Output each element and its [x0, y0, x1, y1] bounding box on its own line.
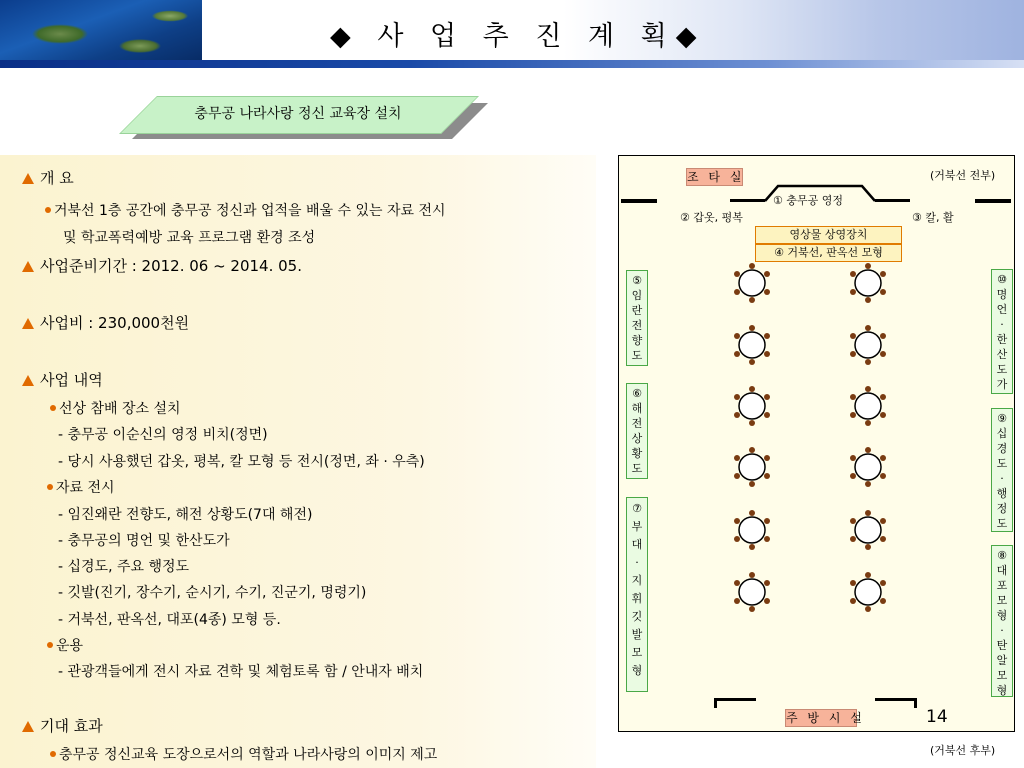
round-table: [850, 263, 886, 303]
chair: [880, 518, 886, 524]
chair: [749, 263, 755, 269]
round-table: [734, 325, 770, 365]
chair: [850, 289, 856, 295]
round-table: [734, 447, 770, 487]
kitchen-label: 주 방 시 설: [786, 711, 865, 725]
left_panels-char: 임: [631, 289, 643, 302]
budget: 사업비 : 230,000천원: [40, 314, 190, 332]
left_panels-char: 향: [631, 334, 643, 347]
left_panels-char: ⑤: [632, 274, 642, 287]
right_panels-char: ⑧: [997, 549, 1007, 562]
chair: [749, 544, 755, 550]
right_panels-char: ·: [1000, 472, 1004, 485]
table-top: [855, 393, 881, 419]
left_panels-char: 부: [631, 520, 643, 533]
left_panels-char: 깃: [631, 610, 643, 623]
left_panels-char: 발: [631, 628, 643, 641]
left_panels-char: ·: [635, 556, 639, 569]
right_panels-char: ⑨: [997, 412, 1007, 425]
left_panels-char: 형: [631, 664, 643, 677]
right_panels-char: 알: [996, 654, 1008, 667]
chair: [880, 412, 886, 418]
right_panels-char: 명: [996, 288, 1008, 301]
round-table: [850, 510, 886, 550]
chair: [734, 333, 740, 339]
chair: [880, 289, 886, 295]
left_panels-char: 도: [631, 349, 643, 362]
left_panels-char: 란: [631, 304, 643, 317]
chair: [749, 297, 755, 303]
details-list-item: - 깃발(진기, 장수기, 순시기, 수기, 진군기, 명령기): [58, 585, 367, 601]
flag-model-panel: [626, 497, 648, 692]
chair: [850, 333, 856, 339]
quotes-panel: [991, 269, 1013, 394]
table-top: [739, 270, 765, 296]
ten-scenes-panel: [991, 408, 1013, 532]
details-list-item: - 충무공의 명언 및 한산도가: [58, 533, 230, 549]
left_panels-char: 상: [631, 432, 643, 445]
right_panels-char: 경: [996, 442, 1008, 455]
effect-item-text: 충무공 정신교육 도장으로서의 역할과 나라사랑의 이미지 제고: [59, 747, 438, 763]
banner-title: 충무공 나라사랑 정신 교육장 설치: [194, 106, 402, 122]
chair: [749, 420, 755, 426]
chair: [850, 394, 856, 400]
right_panels-char: ·: [1000, 318, 1004, 331]
right_panels-char: 모: [996, 669, 1008, 682]
chair: [880, 536, 886, 542]
chair: [880, 351, 886, 357]
chair: [764, 271, 770, 277]
right_panels-char: 가: [996, 378, 1008, 391]
chair: [880, 333, 886, 339]
right_panels-char: 도: [996, 517, 1008, 530]
left_panels-char: 모: [631, 646, 643, 659]
chair: [865, 447, 871, 453]
right_panels-char: 십: [996, 427, 1008, 440]
chair: [865, 297, 871, 303]
chair: [749, 325, 755, 331]
chair: [850, 351, 856, 357]
chair: [734, 394, 740, 400]
chair: [850, 536, 856, 542]
chair: [764, 455, 770, 461]
chair: [850, 455, 856, 461]
page-number: 14: [926, 707, 948, 727]
chair: [764, 351, 770, 357]
chair: [764, 598, 770, 604]
left_panels-char: 도: [631, 462, 643, 475]
details-list-item: - 십경도, 주요 행정도: [58, 559, 190, 575]
chair: [749, 606, 755, 612]
chair: [850, 580, 856, 586]
right_panels-char: 포: [996, 579, 1008, 592]
chair: [865, 420, 871, 426]
details-list-item: - 충무공 이순신의 영정 비치(정면): [58, 427, 268, 443]
chair: [880, 598, 886, 604]
details-sub-heading-text: 자료 전시: [56, 480, 115, 496]
chair: [764, 412, 770, 418]
chair: [749, 386, 755, 392]
right_panels-char: 모: [996, 594, 1008, 607]
round-table: [734, 263, 770, 303]
round-table: [850, 447, 886, 487]
chair: [865, 544, 871, 550]
armor-label: ② 갑옷, 평복: [680, 211, 743, 224]
table-top: [739, 393, 765, 419]
chair: [850, 412, 856, 418]
video-device-label: 영상물 상영장치: [755, 226, 902, 244]
round-table: [850, 325, 886, 365]
table-top: [855, 579, 881, 605]
chair: [734, 518, 740, 524]
chair: [734, 536, 740, 542]
right_panels-char: 형: [996, 609, 1008, 622]
right_panels-char: ·: [1000, 624, 1004, 637]
chair: [749, 481, 755, 487]
front-label: (거북선 전부): [930, 169, 996, 182]
right_panels-char: ⑩: [997, 273, 1007, 286]
table-top: [739, 454, 765, 480]
chair: [749, 572, 755, 578]
left_panels-char: ⑦: [632, 502, 642, 515]
right_panels-char: 정: [996, 502, 1008, 515]
round-table: [734, 386, 770, 426]
round-table: [734, 572, 770, 612]
chair: [749, 447, 755, 453]
left_panels-char: 전: [631, 319, 643, 332]
right_panels-char: 탄: [996, 639, 1008, 652]
portrait-label: ① 충무공 영정: [773, 194, 843, 207]
chair: [850, 271, 856, 277]
left_panels-char: 전: [631, 417, 643, 430]
ship-model-label: ④ 거북선, 판옥선 모형: [755, 244, 902, 262]
chair: [865, 359, 871, 365]
table-top: [855, 270, 881, 296]
left_panels-char: 휘: [631, 592, 643, 605]
overview-heading: 개 요: [40, 169, 74, 187]
cannon-model-panel: [991, 545, 1013, 697]
right_panels-char: 대: [996, 564, 1008, 577]
chair: [764, 473, 770, 479]
battle-map-panel: [626, 270, 648, 366]
chair: [865, 386, 871, 392]
chair: [734, 473, 740, 479]
chair: [749, 359, 755, 365]
chair: [880, 271, 886, 277]
left_panels-char: 지: [631, 574, 643, 587]
chair: [734, 351, 740, 357]
chair: [734, 289, 740, 295]
chair: [850, 518, 856, 524]
chair: [865, 263, 871, 269]
round-table: [734, 510, 770, 550]
chair: [764, 333, 770, 339]
chair: [850, 473, 856, 479]
chair: [880, 473, 886, 479]
details-list-item: - 관광객들에게 전시 자료 견학 및 체험토록 함 / 안내자 배치: [58, 664, 424, 680]
chair: [734, 412, 740, 418]
chair: [764, 580, 770, 586]
prep-period: 사업준비기간 : 2012. 06 ~ 2014. 05.: [40, 257, 302, 275]
chair: [734, 580, 740, 586]
chair: [850, 598, 856, 604]
chair: [764, 289, 770, 295]
right_panels-char: 행: [996, 487, 1008, 500]
details-heading: 사업 내역: [40, 371, 103, 389]
table-top: [739, 579, 765, 605]
table-top: [739, 517, 765, 543]
details-list-item: - 당시 사용했던 갑옷, 평복, 칼 모형 등 전시(정면, 좌 · 우측): [58, 454, 425, 470]
table-top: [855, 332, 881, 358]
left_panels-char: 대: [631, 538, 643, 551]
chair: [865, 572, 871, 578]
right_panels-char: 언: [996, 303, 1008, 316]
chair: [734, 455, 740, 461]
chair: [880, 455, 886, 461]
details-sub-heading-text: 선상 참배 장소 설치: [59, 401, 181, 417]
right_panels-char: 형: [996, 684, 1008, 697]
round-table: [850, 572, 886, 612]
right_panels-char: 한: [996, 333, 1008, 346]
chair: [865, 510, 871, 516]
chair: [880, 580, 886, 586]
chair: [734, 598, 740, 604]
chair: [865, 481, 871, 487]
chair: [764, 518, 770, 524]
chair: [865, 606, 871, 612]
right_panels-char: 도: [996, 457, 1008, 470]
details-sub-heading-text: 운용: [56, 638, 84, 654]
chair: [764, 394, 770, 400]
effect-heading: 기대 효과: [40, 717, 103, 735]
overview-item-text: 거북선 1층 공간에 충무공 정신과 업적을 배울 수 있는 자료 전시: [54, 203, 446, 219]
right_panels-char: 산: [996, 348, 1008, 361]
round-table: [850, 386, 886, 426]
table-top: [855, 454, 881, 480]
details-list-item: - 거북선, 판옥선, 대포(4종) 모형 등.: [58, 612, 281, 628]
naval-battle-panel: [626, 383, 648, 479]
table-top: [855, 517, 881, 543]
overview-item-continuation: 및 학교폭력예방 교육 프로그램 환경 조성: [63, 230, 316, 246]
details-list-item: - 임진왜란 전향도, 해전 상황도(7대 해전): [58, 507, 313, 523]
table-top: [739, 332, 765, 358]
sword-bow-label: ③ 칼, 활: [912, 211, 954, 224]
page-title: ◆ 사 업 추 진 계 획◆: [330, 21, 706, 52]
chair: [764, 536, 770, 542]
chair: [865, 325, 871, 331]
left_panels-char: 황: [631, 447, 643, 460]
right_panels-char: 도: [996, 363, 1008, 376]
left_panels-char: 해: [631, 402, 643, 415]
left_panels-char: ⑥: [632, 387, 642, 400]
chair: [880, 394, 886, 400]
steering-room-label: 조 타 실: [687, 170, 745, 184]
rear-label: (거북선 후부): [930, 744, 996, 757]
chair: [749, 510, 755, 516]
chair: [734, 271, 740, 277]
